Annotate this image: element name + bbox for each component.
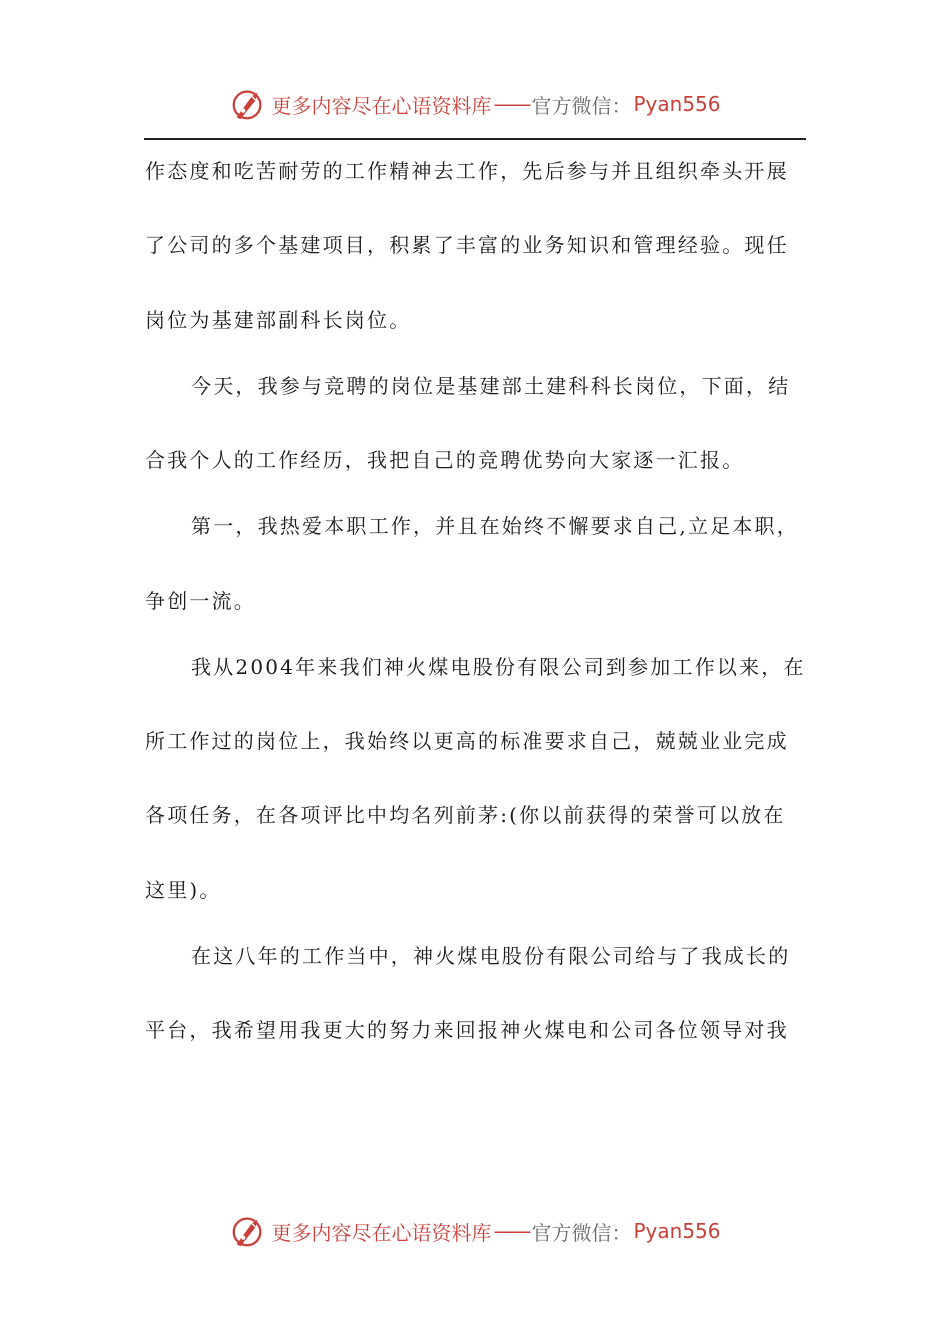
body-line: 作态度和吃苦耐劳的工作精神去工作，先后参与并且组织牵头开展: [145, 159, 789, 183]
header-divider: [144, 138, 806, 140]
pen-nib-logo-icon: [229, 85, 267, 123]
body-line: 在这八年的工作当中，神火煤电股份有限公司给与了我成长的: [191, 943, 791, 968]
body-line: 今天，我参与竞聘的岗位是基建部土建科科长岗位，下面，结: [191, 373, 791, 398]
footer-banner: [0, 1209, 950, 1253]
header-banner-title: 更多内容尽在心语资料库: [271, 93, 492, 118]
body-line: 合我个人的工作经历，我把自己的竞聘优势向大家逐一汇报。: [145, 448, 745, 473]
body-line: 所工作过的岗位上，我始终以更高的标准要求自己，兢兢业业完成: [145, 728, 789, 753]
header-banner-wechat-label: 官方微信：: [531, 93, 632, 118]
header-banner-wechat-id: Pyan556: [633, 92, 721, 116]
body-line: 第一，我热爱本职工作，并且在始终不懈要求自己,立足本职，: [191, 514, 799, 539]
body-line: 争创一流。: [145, 588, 256, 613]
body-line: 了公司的多个基建项目，积累了丰富的业务知识和管理经验。现任: [145, 233, 789, 258]
body-line: 岗位为基建部副科长岗位。: [145, 307, 412, 332]
body-line: 平台，我希望用我更大的努力来回报神火煤电和公司各位领导对我: [145, 1018, 789, 1043]
footer-banner-dash: ——: [493, 1219, 530, 1243]
footer-banner-title: 更多内容尽在心语资料库: [271, 1220, 492, 1245]
document-body: [145, 147, 807, 1081]
body-line: 各项任务，在各项评比中均名列前茅:(你以前获得的荣誉可以放在: [145, 803, 786, 828]
header-banner: [0, 82, 950, 126]
body-line: 我从2004年来我们神火煤电股份有限公司到参加工作以来，在: [191, 654, 806, 679]
header-banner-dash: ——: [493, 92, 530, 116]
footer-banner-wechat-label: 官方微信：: [531, 1220, 632, 1245]
pen-nib-logo-icon: [229, 1212, 267, 1250]
body-line: 这里)。: [145, 877, 222, 902]
footer-banner-wechat-id: Pyan556: [633, 1219, 721, 1243]
